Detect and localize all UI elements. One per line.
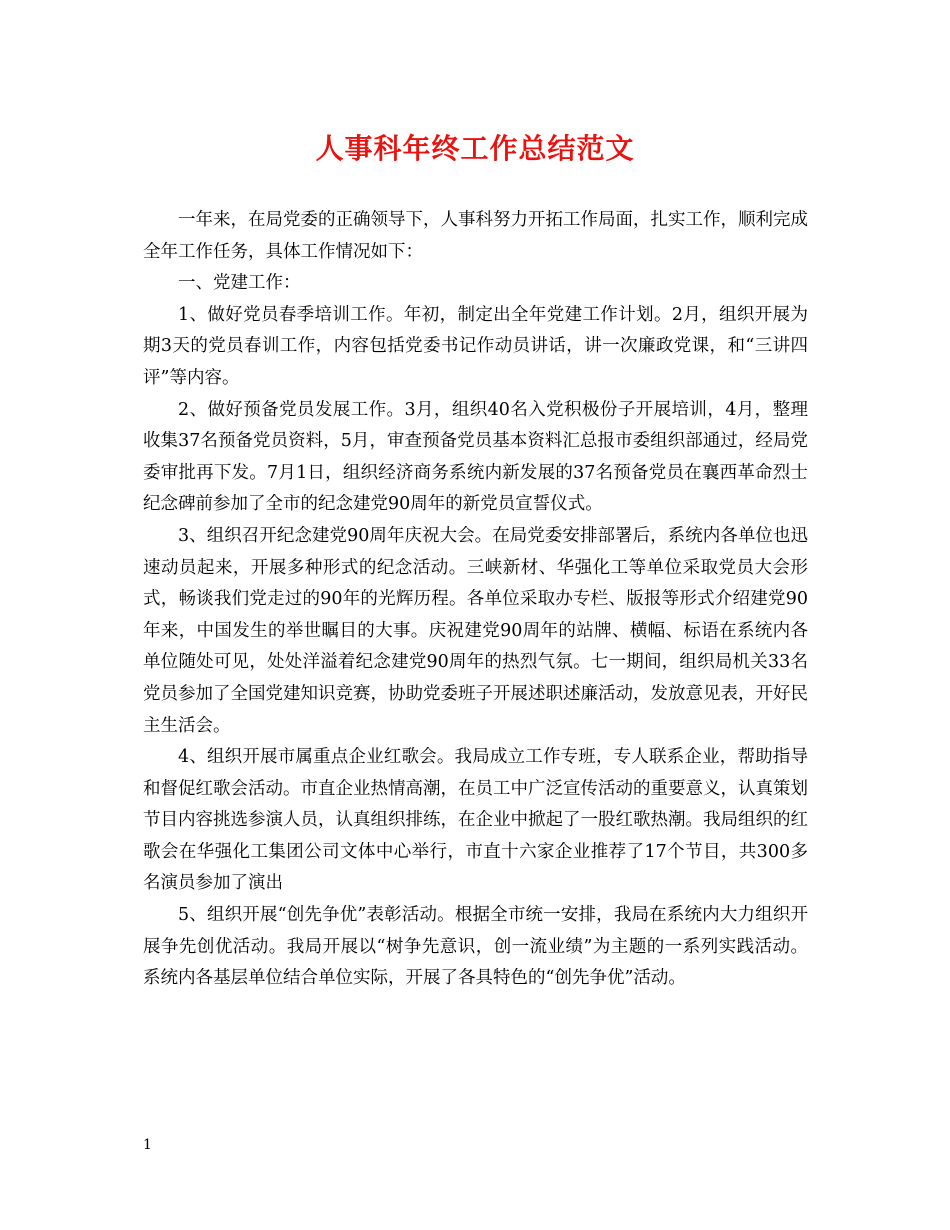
- paragraph-intro: 一年来，在局党委的正确领导下，人事科努力开拓工作局面，扎实工作，顺利完成全年工作任务，具体工作情况如下：: [143, 210, 808, 262]
- paragraph-item-5: 5、组织开展“创先争优”表彰活动。根据全市统一安排，我局在系统内大力组织开展争先创优活动。我局开展以“树争先意识，创一流业绩”为主题的一系列实践活动。系统内各基层单位结合单位实际，开展了各具特色的“创先争优”活动。: [143, 905, 808, 989]
- paragraph-item-4: 4、组织开展市属重点企业红歌会。我局成立工作专班，专人联系企业，帮助指导和督促红歌会活动。市直企业热情高潮，在员工中广泛宣传活动的重要意义，认真策划节目内容挑选参演人员，认真组织排练，在企业中掀起了一股红歌热潮。我局组织的红歌会在华强化工集团公司文体中心举行，市直十六家企业推荐了17个节目，共300多名演员参加了演出: [143, 747, 808, 894]
- paragraph-item-2: 2、做好预备党员发展工作。3月，组织40名入党积极份子开展培训，4月，整理收集37名预备党员资料，5月，审查预备党员基本资料汇总报市委组织部通过，经局党委审批再下发。7月1日，组织经济商务系统内新发展的37名预备党员在襄西革命烈士纪念碑前参加了全市的纪念建党90周年的新党员宣誓仪式。: [143, 399, 808, 515]
- document-body: [143, 205, 808, 995]
- document-title: 人事科年终工作总结范文: [315, 132, 635, 165]
- section-heading-party-building: 一、党建工作：: [178, 273, 301, 294]
- paragraph-item-1: 1、做好党员春季培训工作。年初，制定出全年党建工作计划。2月，组织开展为期3天的党员春训工作，内容包括党委书记作动员讲话，讲一次廉政党课，和“三讲四评”等内容。: [143, 304, 808, 388]
- page-number: 1: [143, 1137, 152, 1153]
- paragraph-item-3: 3、组织召开纪念建党90周年庆祝大会。在局党委安排部署后，系统内各单位也迅速动员起来，开展多种形式的纪念活动。三峡新材、华强化工等单位采取党员大会形式，畅谈我们党走过的90年的光辉历程。各单位采取办专栏、版报等形式介绍建党90年来，中国发生的举世瞩目的大事。庆祝建党90周年的站牌、横幅、标语在系统内各单位随处可见，处处洋溢着纪念建党90周年的热烈气氛。七一期间，组织局机关33名党员参加了全国党建知识竞赛，协助党委班子开展述职述廉活动，发放意见表，开好民主生活会。: [143, 525, 808, 736]
